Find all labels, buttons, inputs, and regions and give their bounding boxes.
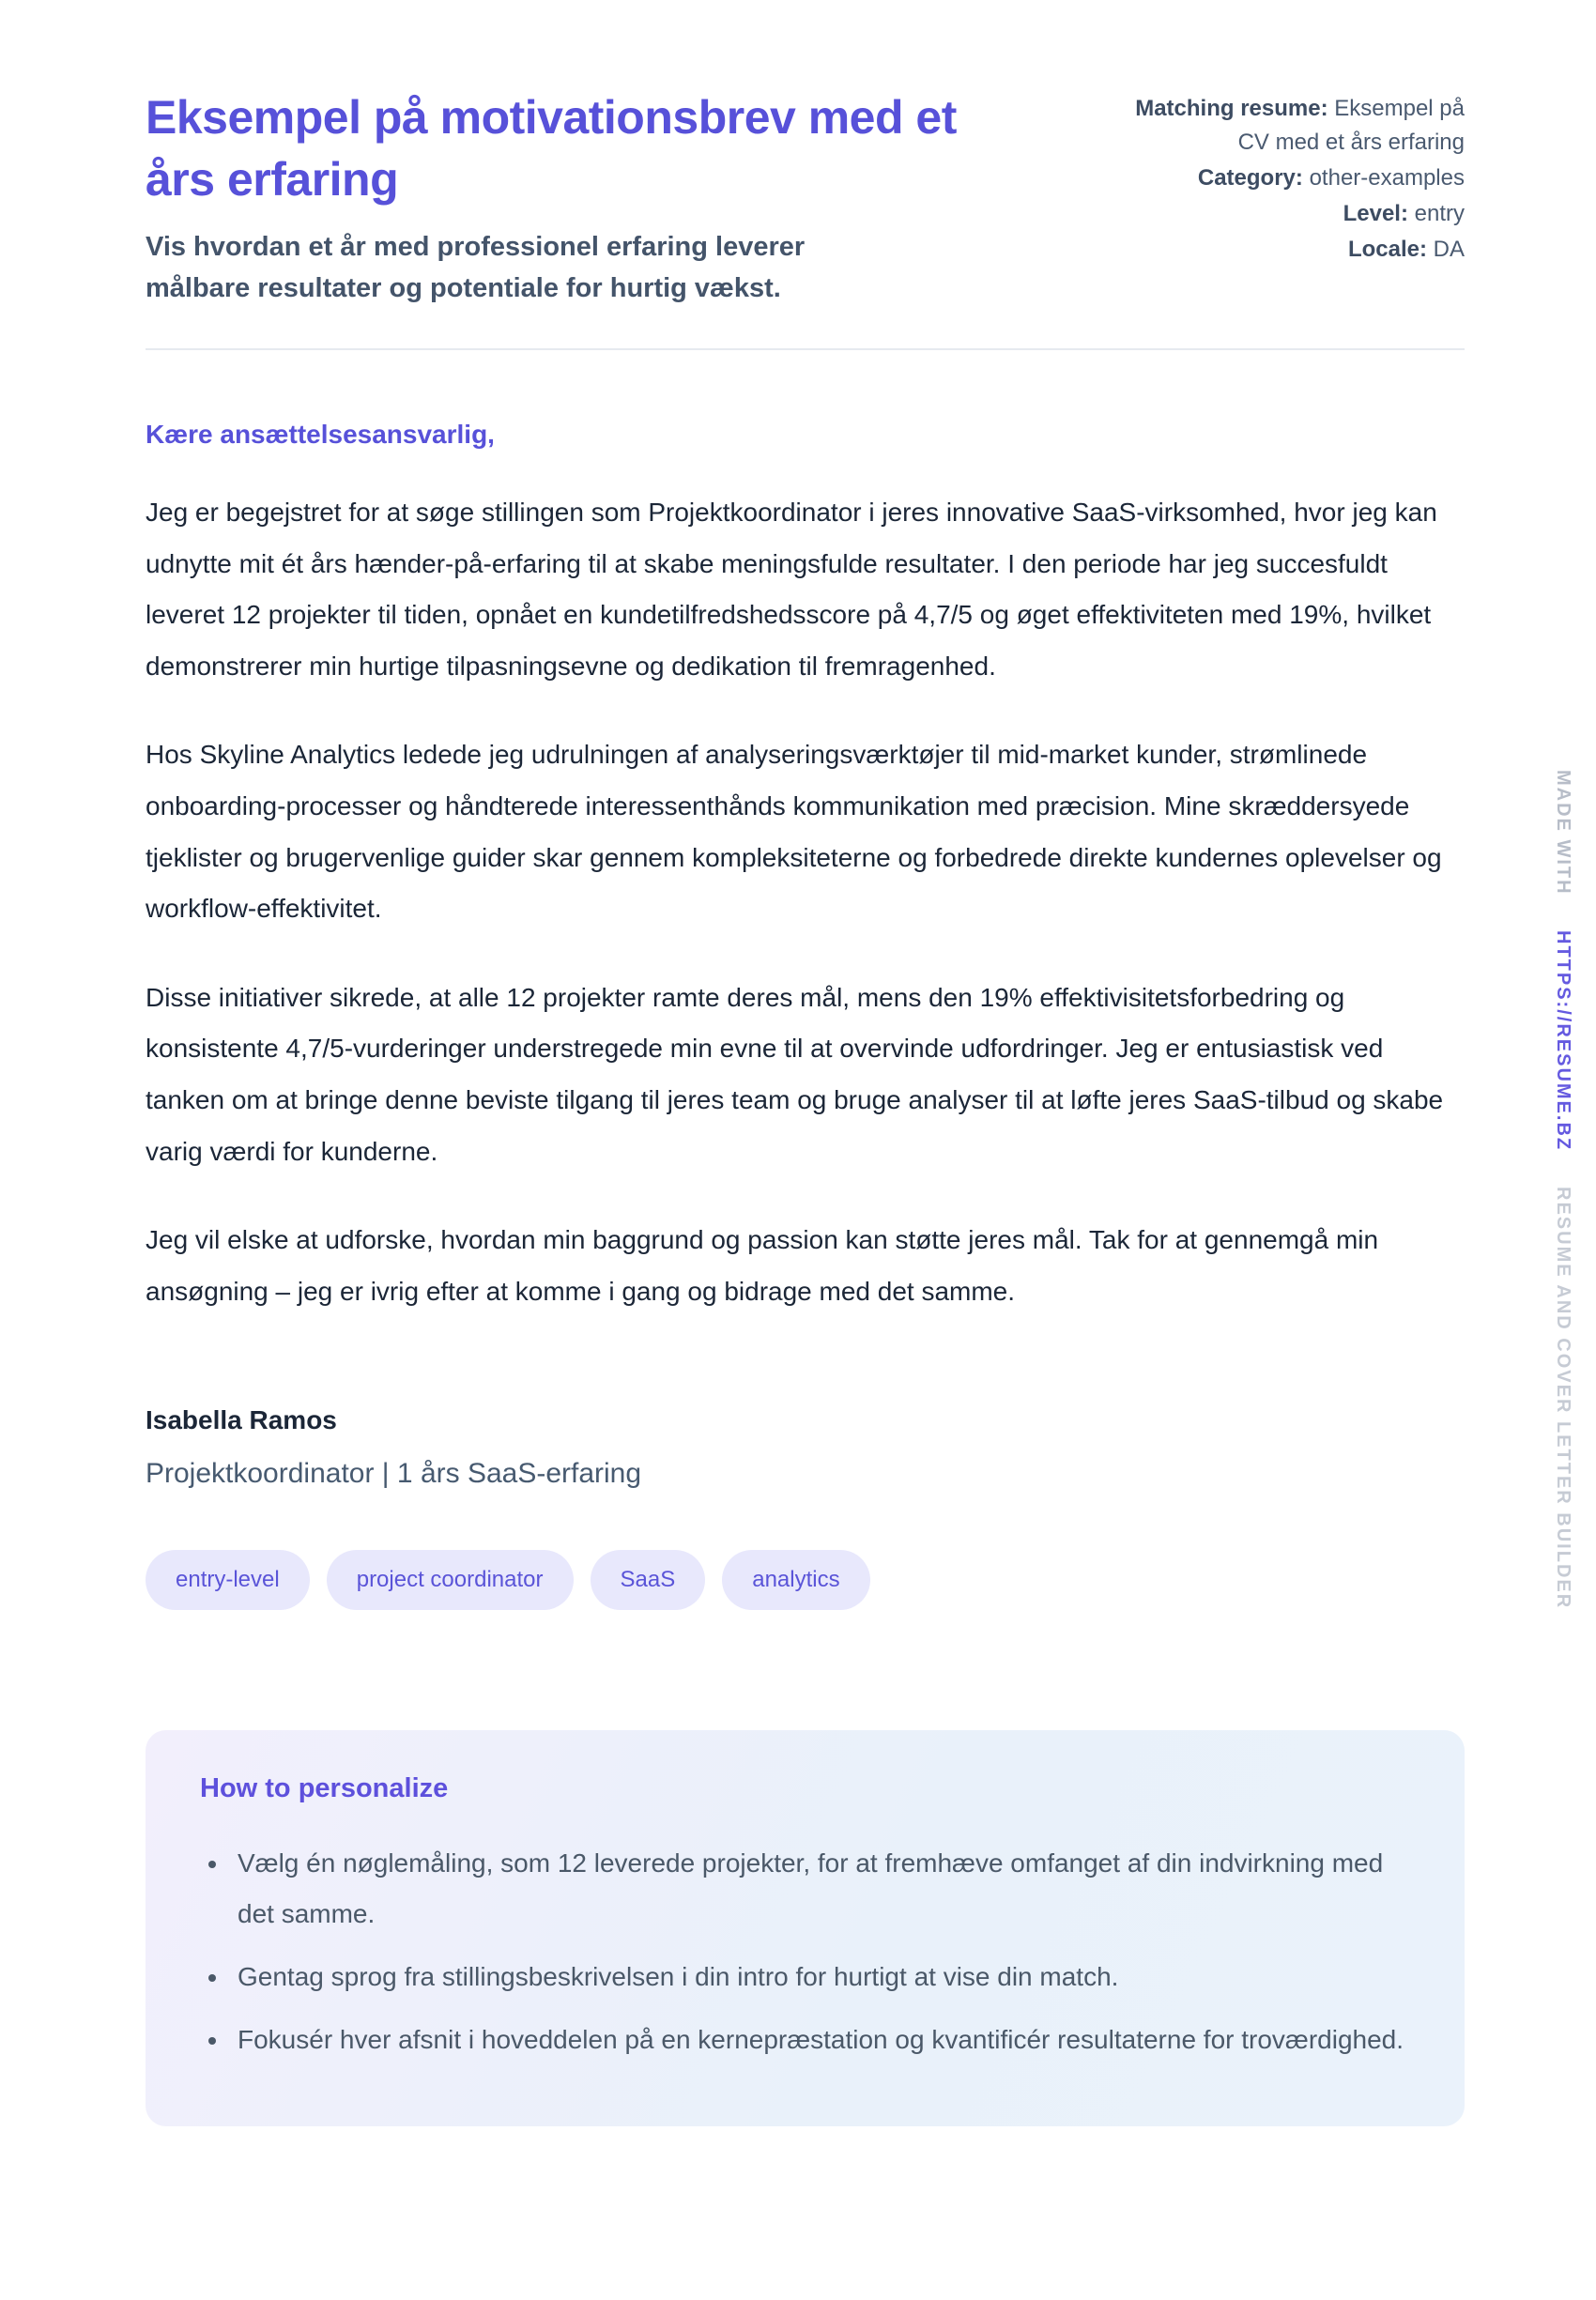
letter-body bbox=[146, 420, 1465, 1490]
meta-block bbox=[1127, 86, 1465, 268]
personalize-title: How to personalize bbox=[200, 1773, 449, 1804]
personalize-item: • Fokusér hver afsnit i hoveddelen på en kernepræstation og kvantificér resultaterne for troværdighed. bbox=[230, 2015, 1410, 2064]
meta-label: Level: bbox=[1343, 201, 1408, 226]
meta-value: Eksempel på CV med et års erfaring bbox=[1237, 96, 1465, 155]
signature-role: Projektkoordinator | 1 års SaaS-erfaring bbox=[146, 1458, 642, 1490]
page-subtitle: Vis hvordan et år med professionel erfaring leverer målbare resultater og potentiale for hurtig vækst. bbox=[146, 232, 806, 303]
letter-paragraph: Hos Skyline Analytics ledede jeg udrulningen af analyseringsværktøjer til mid-market kunder, strømlinede onboarding-processer og håndterede interessenthånds kommunikation med præcision. Mine skræddersyede tjeklister og brugervenlige guider skar gennem kompleksiteterne og forbedrede direkte kundernes oplevelser og workflow-effektivitet. bbox=[146, 740, 1442, 924]
meta-row bbox=[1127, 161, 1465, 195]
tag-pill[interactable]: analytics bbox=[722, 1550, 869, 1610]
meta-row bbox=[1127, 233, 1465, 267]
meta-value: entry bbox=[1414, 201, 1465, 226]
meta-label: Locale: bbox=[1347, 237, 1427, 262]
meta-label: Category: bbox=[1197, 165, 1303, 191]
meta-row bbox=[1127, 92, 1465, 160]
personalize-item: • Vælg én nøglemåling, som 12 leverede projekter, for at fremhæve omfanget af din indvirkning med det samme. bbox=[230, 1838, 1410, 1938]
header bbox=[146, 86, 1465, 309]
divider bbox=[146, 348, 1465, 350]
letter-paragraph: Jeg er begejstret for at søge stillingen som Projektkoordinator i jeres innovative SaaS-virksomhed, hvor jeg kan udnytte mit ét års hænder-på-erfaring til at skabe meningsfulde resultater. I den periode har jeg succesfuldt leveret 12 projekter til tiden, opnået en kundetilfredshedsscore på 4,7/5 og øget effektiviteten med 19%, hvilket demonstrerer min hurtige tilpasningsevne og dedikation til fremragenhed. bbox=[146, 498, 1437, 681]
personalize-item: • Gentag sprog fra stillingsbeskrivelsen i din intro for hurtigt at vise din match. bbox=[230, 1952, 1410, 2001]
header-left bbox=[146, 86, 990, 309]
watermark-made-with: MADE WITH bbox=[1553, 770, 1573, 896]
letter-paragraph: Disse initiativer sikrede, at alle 12 projekter ramte deres mål, mens den 19% effektivisitetsforbedring og konsistente 4,7/5-vurderinger understregede min evne til at overvinde udfordringer. Jeg er entusiastisk ved tanken om at bringe denne beviste tilgang til jeres team og bruge analyser til at løfte jeres SaaS-tilbud og skabe varig værdi for kunderne. bbox=[146, 982, 1444, 1166]
tag-pill[interactable]: entry-level bbox=[146, 1550, 310, 1610]
personalize-list bbox=[200, 1838, 1410, 2064]
letter-paragraphs bbox=[146, 487, 1465, 1317]
meta-value: other-examples bbox=[1309, 165, 1465, 191]
meta-label: Matching resume: bbox=[1135, 96, 1328, 121]
letter-paragraph: Jeg vil elske at udforske, hvordan min baggrund og passion kan støtte jeres mål. Tak for at gennemgå min ansøgning – jeg er ivrig efter at komme i gang og bidrage med det samme. bbox=[146, 1225, 1379, 1306]
salutation: Kære ansættelsesansvarlig, bbox=[146, 420, 495, 449]
watermark-suffix: RESUME AND COVER LETTER BUILDER bbox=[1553, 1186, 1573, 1609]
personalize-card bbox=[146, 1730, 1465, 2126]
page-title: Eksempel på motivationsbrev med et års erfaring bbox=[146, 91, 957, 206]
tag-pill[interactable]: project coordinator bbox=[327, 1550, 574, 1610]
watermark-sidebar bbox=[1552, 770, 1573, 1637]
meta-row bbox=[1127, 197, 1465, 231]
tag-list bbox=[146, 1550, 1465, 1610]
meta-value: DA bbox=[1433, 237, 1465, 262]
signature-name: Isabella Ramos bbox=[146, 1405, 337, 1435]
tag-pill[interactable]: SaaS bbox=[591, 1550, 706, 1610]
watermark-site-link[interactable]: HTTPS://RESUME.BZ bbox=[1553, 930, 1573, 1152]
